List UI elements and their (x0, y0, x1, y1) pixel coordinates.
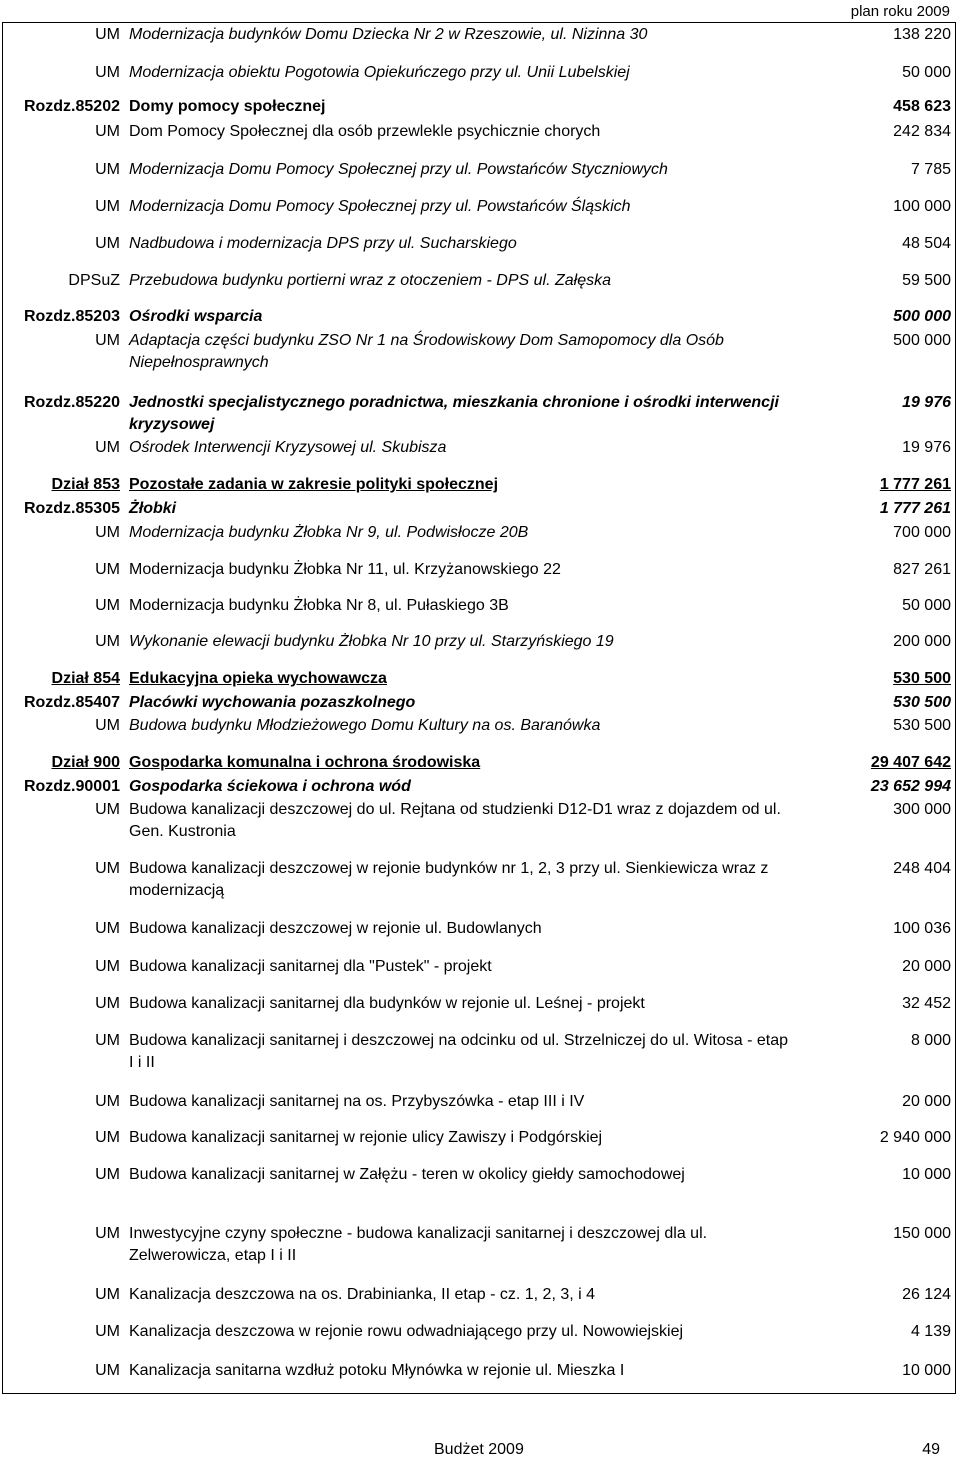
row-amount: 10 000 (902, 1166, 951, 1183)
row-code: UM (95, 995, 120, 1012)
row-description: Budowa kanalizacji deszczowej w rejonie budynków nr 1, 2, 3 przy ul. Sienkiewicza wraz z modernizacją (129, 860, 769, 899)
row-code: UM (95, 161, 120, 178)
table-row (0, 993, 960, 1015)
row-description: Nadbudowa i modernizacja DPS przy ul. Sucharskiego (129, 235, 517, 252)
row-code: UM (95, 1286, 120, 1303)
row-amount: 150 000 (893, 1225, 951, 1242)
row-code: UM (95, 235, 120, 252)
table-row (0, 1091, 960, 1113)
row-code: UM (95, 439, 120, 456)
row-code: UM (95, 561, 120, 578)
row-amount: 4 139 (910, 1323, 951, 1340)
row-amount: 8 000 (910, 1032, 951, 1049)
row-amount: 530 500 (893, 670, 951, 687)
table-row (0, 776, 960, 798)
row-code: Dział 900 (51, 754, 120, 771)
row-description: Przebudowa budynku portierni wraz z otoczeniem - DPS ul. Załęska (129, 272, 611, 289)
table-row (0, 306, 960, 328)
row-code: UM (95, 717, 120, 734)
row-description: Pozostałe zadania w zakresie polityki społecznej (129, 476, 499, 493)
row-amount: 500 000 (893, 332, 951, 349)
row-amount: 19 976 (902, 439, 951, 456)
row-code: UM (95, 1362, 120, 1379)
row-description: Budowa kanalizacji sanitarnej i deszczowej na odcinku od ul. Strzelniczej do ul. Witosa - etap I i II (129, 1032, 789, 1071)
row-amount: 20 000 (902, 1093, 951, 1110)
row-code: Dział 853 (51, 476, 120, 493)
table-row (0, 1360, 960, 1382)
row-amount: 242 834 (893, 123, 951, 140)
row-description: Dom Pomocy Społecznej dla osób przewlekle psychicznie chorych (129, 123, 601, 140)
row-code: Rozdz.90001 (23, 778, 120, 795)
row-description: Żłobki (129, 500, 177, 517)
row-description: Modernizacja budynku Żłobka Nr 9, ul. Podwisłocze 20B (129, 524, 529, 541)
row-code: UM (95, 1129, 120, 1146)
row-amount: 248 404 (893, 860, 951, 877)
table-row (0, 715, 960, 737)
table-row (0, 799, 960, 840)
table-row (0, 918, 960, 940)
row-amount: 50 000 (902, 64, 951, 81)
row-amount: 29 407 642 (870, 754, 951, 771)
row-description: Modernizacja budynków Domu Dziecka Nr 2 w Rzeszowie, ul. Nizinna 30 (129, 26, 648, 43)
row-amount: 1 777 261 (879, 500, 951, 517)
table-row (0, 96, 960, 118)
table-row (0, 1321, 960, 1343)
row-description: Kanalizacja sanitarna wzdłuż potoku Młynówka w rejonie ul. Mieszka I (129, 1362, 625, 1379)
row-description: Modernizacja budynku Żłobka Nr 11, ul. Krzyżanowskiego 22 (129, 561, 561, 578)
row-amount: 300 000 (893, 801, 951, 818)
table-row (0, 233, 960, 255)
row-code: Rozdz.85220 (23, 394, 120, 411)
row-code: UM (95, 198, 120, 215)
row-code: UM (95, 524, 120, 541)
row-amount: 827 261 (893, 561, 951, 578)
row-code: DPSuZ (68, 272, 120, 289)
row-amount: 32 452 (902, 995, 951, 1012)
row-description: Kanalizacja deszczowa na os. Drabinianka, II etap - cz. 1, 2, 3, i 4 (129, 1286, 596, 1303)
row-code: UM (95, 1166, 120, 1183)
row-amount: 59 500 (902, 272, 951, 289)
table-row (0, 522, 960, 544)
table-row (0, 474, 960, 496)
row-code: UM (95, 64, 120, 81)
row-code: Dział 854 (51, 670, 120, 687)
table-row (0, 121, 960, 143)
table-row (0, 692, 960, 714)
row-amount: 500 000 (893, 308, 951, 325)
table-row (0, 1164, 960, 1186)
row-description: Budowa kanalizacji sanitarnej w Załężu - teren w okolicy giełdy samochodowej (129, 1166, 685, 1183)
row-amount: 26 124 (902, 1286, 951, 1303)
row-amount: 23 652 994 (870, 778, 951, 795)
row-code: UM (95, 1323, 120, 1340)
row-description: Wykonanie elewacji budynku Żłobka Nr 10 przy ul. Starzyńskiego 19 (129, 633, 614, 650)
row-code: UM (95, 633, 120, 650)
row-description: Modernizacja budynku Żłobka Nr 8, ul. Pułaskiego 3B (129, 597, 509, 614)
row-code: UM (95, 123, 120, 140)
row-description: Jednostki specjalistycznego poradnictwa, mieszkania chronione i ośrodki interwencji kryzysowej (129, 394, 779, 433)
table-row (0, 392, 960, 433)
row-code: UM (95, 597, 120, 614)
table-row (0, 437, 960, 459)
row-code: UM (95, 26, 120, 43)
row-description: Modernizacja obiektu Pogotowia Opiekuńczego przy ul. Unii Lubelskiej (129, 64, 630, 81)
row-amount: 48 504 (902, 235, 951, 252)
table-row (0, 1127, 960, 1149)
table-row (0, 1030, 960, 1071)
row-description: Gospodarka komunalna i ochrona środowiska (129, 754, 481, 771)
row-code: UM (95, 801, 120, 818)
table-row (0, 498, 960, 520)
row-description: Ośrodek Interwencji Kryzysowej ul. Skubisza (129, 439, 447, 456)
row-code: Rozdz.85407 (23, 694, 120, 711)
row-code: UM (95, 958, 120, 975)
row-description: Ośrodki wsparcia (129, 308, 263, 325)
row-description: Adaptacja części budynku ZSO Nr 1 na Środowiskowy Dom Samopomocy dla Osób Niepełnosprawnych (129, 332, 724, 371)
row-description: Modernizacja Domu Pomocy Społecznej przy ul. Powstańców Śląskich (129, 198, 631, 215)
row-code: UM (95, 1225, 120, 1242)
row-code: Rozdz.85203 (23, 308, 120, 325)
row-amount: 19 976 (902, 394, 951, 411)
row-description: Edukacyjna opieka wychowawcza (129, 670, 387, 687)
row-description: Gospodarka ściekowa i ochrona wód (129, 778, 411, 795)
row-description: Inwestycyjne czyny społeczne - budowa kanalizacji sanitarnej i deszczowej dla ul. Zelwerowicza, etap I i II (129, 1225, 708, 1264)
footer-title: Budżet 2009 (434, 1441, 524, 1458)
row-code: UM (95, 920, 120, 937)
row-code: UM (95, 860, 120, 877)
row-code: Rozdz.85305 (23, 500, 120, 517)
row-amount: 458 623 (893, 98, 951, 115)
table-row (0, 159, 960, 181)
row-description: Kanalizacja deszczowa w rejonie rowu odwadniającego przy ul. Nowowiejskiej (129, 1323, 684, 1340)
table-row (0, 196, 960, 218)
row-amount: 530 500 (893, 694, 951, 711)
page-number: 49 (922, 1441, 940, 1458)
table-row (0, 595, 960, 617)
row-description: Budowa kanalizacji deszczowej do ul. Rejtana od studzienki D12-D1 wraz z dojazdem od ul. Gen. Kustronia (129, 801, 781, 840)
table-row (0, 24, 960, 46)
row-description: Budowa kanalizacji sanitarnej dla budynków w rejonie ul. Leśnej - projekt (129, 995, 645, 1012)
row-description: Budowa budynku Młodzieżowego Domu Kultury na os. Baranówka (129, 717, 601, 734)
table-row (0, 668, 960, 690)
row-description: Budowa kanalizacji sanitarnej na os. Przybyszówka - etap III i IV (129, 1093, 585, 1110)
table-row (0, 330, 960, 371)
table-row (0, 858, 960, 899)
row-code: UM (95, 1032, 120, 1049)
row-code: UM (95, 332, 120, 349)
row-amount: 1 777 261 (879, 476, 951, 493)
row-description: Budowa kanalizacji sanitarnej dla "Pustek" - projekt (129, 958, 492, 975)
table-row (0, 1284, 960, 1306)
row-description: Modernizacja Domu Pomocy Społecznej przy ul. Powstańców Styczniowych (129, 161, 668, 178)
row-amount: 7 785 (910, 161, 951, 178)
row-amount: 50 000 (902, 597, 951, 614)
row-amount: 10 000 (902, 1362, 951, 1379)
row-amount: 2 940 000 (879, 1129, 951, 1146)
row-amount: 100 036 (893, 920, 951, 937)
table-row (0, 270, 960, 292)
table-row (0, 631, 960, 653)
row-amount: 20 000 (902, 958, 951, 975)
plan-year-label: plan roku 2009 (850, 3, 950, 20)
row-description: Placówki wychowania pozaszkolnego (129, 694, 416, 711)
row-code: UM (95, 1093, 120, 1110)
row-amount: 700 000 (893, 524, 951, 541)
table-row (0, 559, 960, 581)
row-amount: 100 000 (893, 198, 951, 215)
row-description: Domy pomocy społecznej (129, 98, 326, 115)
table-row (0, 1223, 960, 1264)
row-amount: 138 220 (893, 26, 951, 43)
table-row (0, 752, 960, 774)
row-amount: 530 500 (893, 717, 951, 734)
row-amount: 200 000 (893, 633, 951, 650)
row-description: Budowa kanalizacji sanitarnej w rejonie ulicy Zawiszy i Podgórskiej (129, 1129, 603, 1146)
row-description: Budowa kanalizacji deszczowej w rejonie ul. Budowlanych (129, 920, 542, 937)
table-row (0, 956, 960, 978)
table-row (0, 62, 960, 84)
row-code: Rozdz.85202 (23, 98, 120, 115)
